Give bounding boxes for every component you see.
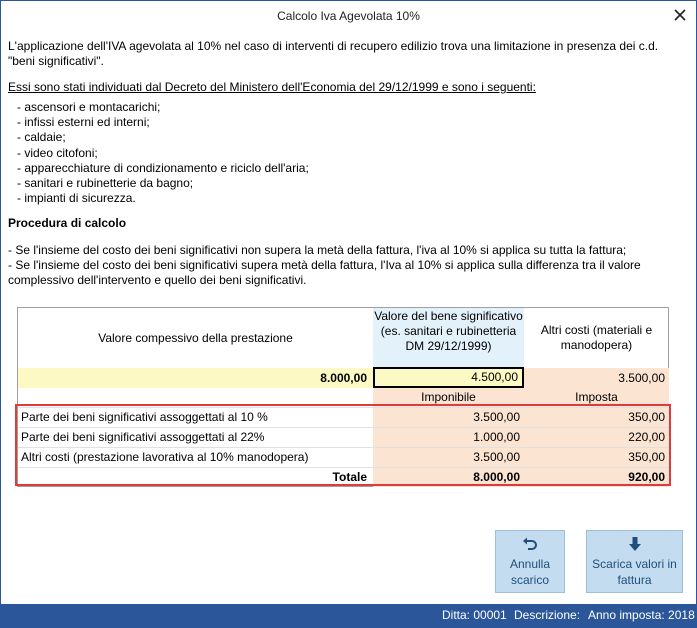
- list-item: - impianti di sicurezza.: [17, 191, 136, 206]
- column-header-imposta: Imposta: [524, 388, 669, 407]
- row-label: Parte dei beni significativi assoggettati al 22%: [21, 430, 265, 444]
- header-significant-goods: Valore del bene significativo (es. sanitari e rubinetteria DM 29/12/1999): [373, 308, 524, 368]
- table-row: [18, 427, 669, 447]
- close-icon: [674, 9, 686, 21]
- row-imposta: 350,00: [524, 448, 669, 467]
- significant-goods-input[interactable]: 4.500,00: [373, 367, 524, 388]
- calculation-grid: [17, 307, 669, 487]
- download-arrow-icon: [587, 536, 682, 552]
- row-imponibile: 3.500,00: [373, 408, 524, 427]
- status-ditta: Ditta: 00001: [442, 608, 507, 622]
- procedure-rule-2: - Se l'insieme del costo dei beni significativi supera metà della fattura, l'Iva al 10% si applica sulla differenza tra il valore complessivo dell'intervento e quello dei beni significativi.: [8, 258, 641, 287]
- list-item: - sanitari e rubinetterie da bagno;: [17, 175, 194, 190]
- row-label: Parte dei beni significativi assoggettati al 10 %: [21, 410, 268, 424]
- total-value-input[interactable]: 8.000,00: [18, 368, 373, 388]
- header-other-costs: Altri costi (materiali e manodopera): [540, 323, 653, 352]
- list-item: - infissi esterni ed interni;: [17, 115, 150, 130]
- row-imponibile: 3.500,00: [373, 448, 524, 467]
- total-imposta: 920,00: [524, 468, 669, 487]
- table-row: [18, 407, 669, 427]
- row-imposta: 220,00: [524, 428, 669, 447]
- total-label: Totale: [332, 470, 367, 484]
- significant-goods-list: [17, 100, 309, 206]
- other-costs-value: 3.500,00: [524, 368, 669, 388]
- total-imponibile: 8.000,00: [373, 468, 524, 487]
- column-header-imponibile: Imponibile: [373, 388, 524, 407]
- undo-icon: [496, 536, 564, 552]
- close-button[interactable]: [668, 4, 692, 26]
- row-imposta: 350,00: [524, 408, 669, 427]
- list-item: - video citofoni;: [17, 145, 98, 160]
- intro-paragraph: L'applicazione dell'IVA agevolata al 10% nel caso di interventi di recupero edilizio trova una limitazione in presenza dei c.d. "beni significativi".: [8, 39, 659, 68]
- scarica-valori-label: Scarica valori in fattura: [592, 557, 677, 587]
- status-bar: [1, 604, 696, 627]
- window-title: Calcolo Iva Agevolata 10%: [277, 9, 420, 23]
- decree-reference: Essi sono stati individuati dal Decreto del Ministero dell'Economia del 29/12/1999 e sono i seguenti:: [8, 80, 536, 94]
- row-label: Altri costi (prestazione lavorativa al 10% manodopera): [21, 450, 309, 464]
- table-row: [18, 447, 669, 467]
- procedure-rule-1: - Se l'insieme del costo dei beni significativi non supera la metà della fattura, l'iva al 10% si applica su tutta la fattura;: [8, 243, 627, 257]
- header-total-value: Valore compessivo della prestazione: [98, 330, 293, 345]
- annulla-scarico-label: Annulla scarico: [509, 557, 551, 587]
- total-row: [18, 467, 669, 487]
- title-bar: [1, 1, 696, 31]
- status-anno-imposta: Anno imposta: 2018: [588, 608, 695, 622]
- procedure-title: Procedura di calcolo: [8, 216, 127, 230]
- annulla-scarico-button[interactable]: [495, 530, 565, 593]
- status-descrizione: Descrizione:: [514, 608, 581, 622]
- list-item: - caldaie;: [17, 130, 66, 145]
- scarica-valori-button[interactable]: [586, 530, 683, 593]
- list-item: - apparecchiature di condizionamento e riciclo dell'aria;: [17, 160, 309, 175]
- result-column-headers: [18, 388, 669, 407]
- row-imponibile: 1.000,00: [373, 428, 524, 447]
- list-item: - ascensori e montacarichi;: [17, 100, 161, 114]
- input-row: [18, 368, 669, 388]
